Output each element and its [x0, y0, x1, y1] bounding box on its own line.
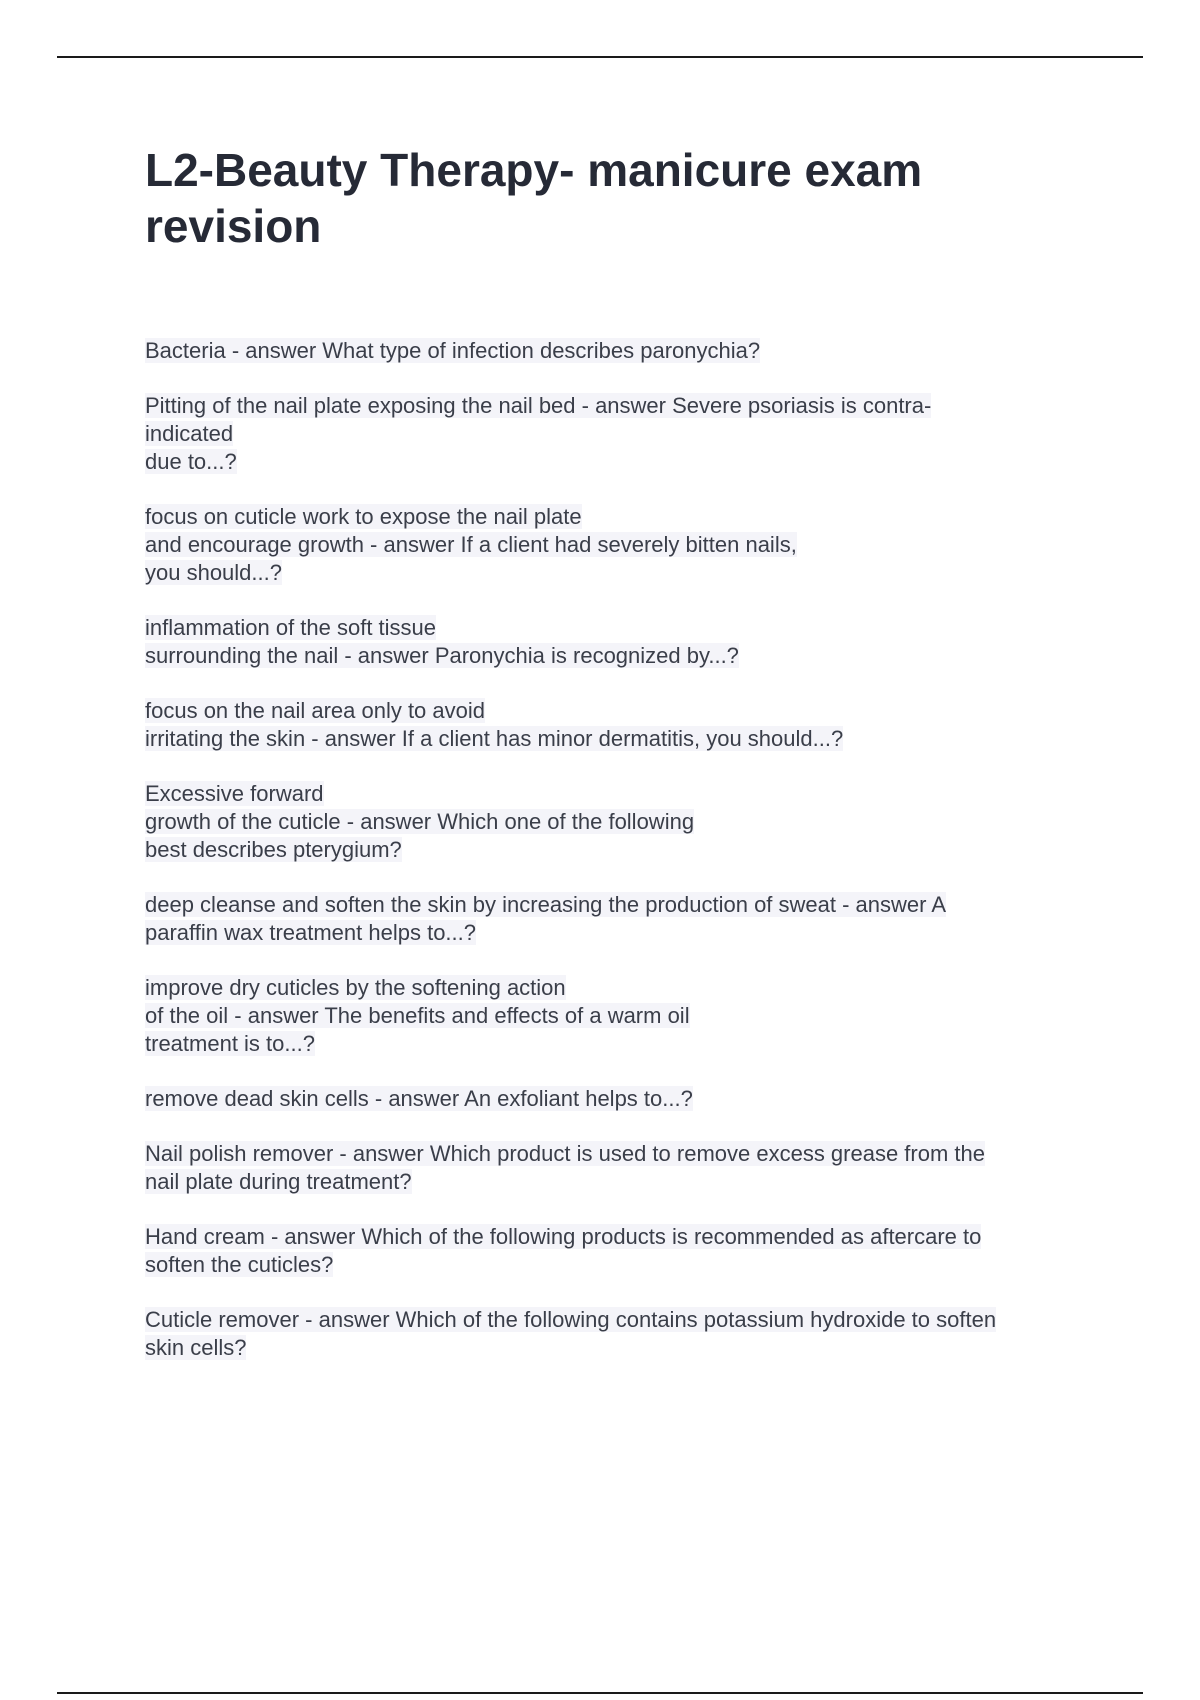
qa-item [145, 891, 1105, 947]
qa-item [145, 697, 1105, 753]
qa-item [145, 974, 1105, 1058]
qa-line: best describes pterygium? [145, 837, 402, 862]
qa-item [145, 503, 1105, 587]
qa-line: paraffin wax treatment helps to...? [145, 920, 476, 945]
top-rule [57, 56, 1143, 58]
qa-line: Nail polish remover - answer Which product is used to remove excess grease from the [145, 1141, 986, 1166]
qa-line: Excessive forward [145, 781, 324, 806]
qa-item [145, 1085, 1105, 1113]
bottom-rule [57, 1692, 1143, 1694]
qa-item [145, 780, 1105, 864]
qa-line: you should...? [145, 560, 282, 585]
qa-line: focus on cuticle work to expose the nail plate [145, 504, 582, 529]
qa-line: indicated [145, 421, 234, 446]
qa-line: due to...? [145, 449, 237, 474]
page-title: L2-Beauty Therapy- manicure exam revision [145, 144, 923, 252]
qa-line: Cuticle remover - answer Which of the following contains potassium hydroxide to soften [145, 1307, 997, 1332]
qa-line: skin cells? [145, 1335, 247, 1360]
qa-list [145, 337, 1105, 1389]
qa-line: deep cleanse and soften the skin by increasing the production of sweat - answer A [145, 892, 947, 917]
qa-line: remove dead skin cells - answer An exfoliant helps to...? [145, 1086, 693, 1111]
qa-line: Hand cream - answer Which of the following products is recommended as aftercare to [145, 1224, 982, 1249]
qa-item [145, 614, 1105, 670]
qa-line: soften the cuticles? [145, 1252, 334, 1277]
qa-item [145, 1306, 1105, 1362]
qa-item [145, 1140, 1105, 1196]
qa-line: growth of the cuticle - answer Which one of the following [145, 809, 695, 834]
qa-item [145, 392, 1105, 476]
qa-line: focus on the nail area only to avoid [145, 698, 486, 723]
qa-line: treatment is to...? [145, 1031, 315, 1056]
qa-line: Pitting of the nail plate exposing the nail bed - answer Severe psoriasis is contra- [145, 393, 932, 418]
qa-line: irritating the skin - answer If a client has minor dermatitis, you should...? [145, 726, 844, 751]
qa-line: nail plate during treatment? [145, 1169, 412, 1194]
qa-item [145, 337, 1105, 365]
qa-line: improve dry cuticles by the softening action [145, 975, 566, 1000]
qa-line: Bacteria - answer What type of infection describes paronychia? [145, 338, 761, 363]
qa-line: of the oil - answer The benefits and effects of a warm oil [145, 1003, 690, 1028]
qa-line: and encourage growth - answer If a client had severely bitten nails, [145, 532, 797, 557]
qa-line: inflammation of the soft tissue [145, 615, 437, 640]
qa-line: surrounding the nail - answer Paronychia is recognized by...? [145, 643, 739, 668]
qa-item [145, 1223, 1105, 1279]
